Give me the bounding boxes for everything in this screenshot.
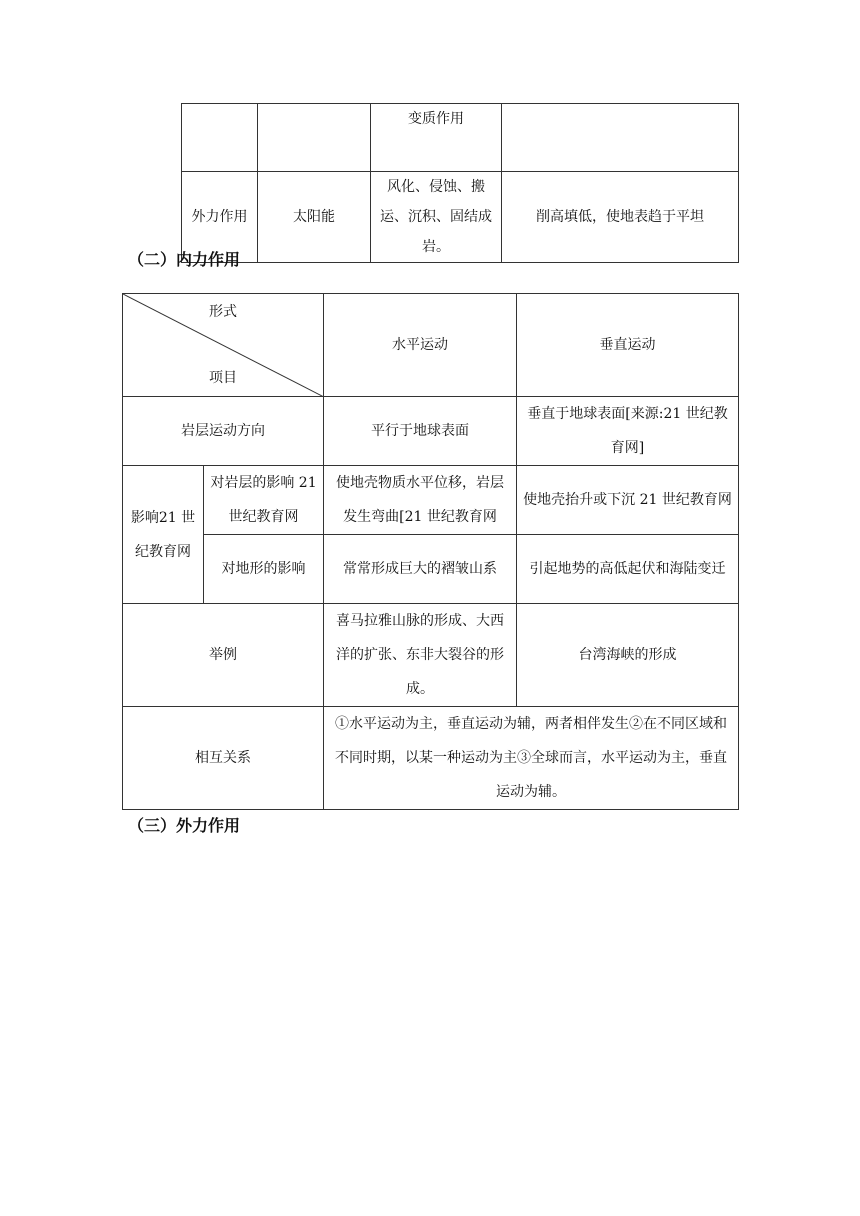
header-vertical: 垂直运动 [517,294,739,397]
cell-empty [182,104,258,172]
cell-external-force: 外力作用 [182,172,258,263]
row-label-influence: 影响21 世纪教育网 [123,466,204,604]
diagonal-header-cell [123,294,324,397]
row-label-example: 举例 [123,604,324,707]
direction-horizontal: 平行于地球表面 [324,397,517,466]
row-label-direction: 岩层运动方向 [123,397,324,466]
header-horizontal: 水平运动 [324,294,517,397]
cell-empty [502,104,739,172]
section-heading-internal: （二）内力作用 [128,250,241,269]
landform-horizontal: 常常形成巨大的褶皱山系 [324,535,517,604]
row-label-strata: 对岩层的影响 21 世纪教育网 [204,466,324,535]
section-heading-external: （三）外力作用 [128,816,241,835]
cell-empty [258,104,371,172]
cell-metamorphism: 变质作用 [371,104,502,172]
relation-text: ①水平运动为主，垂直运动为辅，两者相伴发生②在不同区域和不同时期，以某一种运动为主③全球而言，水平运动为主，垂直运动为辅。 [324,707,739,810]
strata-horizontal: 使地壳物质水平位移，岩层发生弯曲[21 世纪教育网 [324,466,517,535]
strata-vertical: 使地壳抬升或下沉 21 世纪教育网 [517,466,739,535]
header-form: 形式 [209,304,237,320]
cell-effect: 削高填低，使地表趋于平坦 [502,172,739,263]
landform-vertical: 引起地势的高低起伏和海陆变迁 [517,535,739,604]
internal-force-table [122,293,739,810]
header-item: 项目 [209,370,237,386]
example-horizontal: 喜马拉雅山脉的形成、大西洋的扩张、东非大裂谷的形成。 [324,604,517,707]
cell-solar-energy: 太阳能 [258,172,371,263]
top-table [181,103,739,263]
row-label-landform: 对地形的影响 [204,535,324,604]
row-label-relation: 相互关系 [123,707,324,810]
example-vertical: 台湾海峡的形成 [517,604,739,707]
cell-processes: 风化、侵蚀、搬运、沉积、固结成岩。 [371,172,502,263]
direction-vertical: 垂直于地球表面[来源:21 世纪教育网] [517,397,739,466]
